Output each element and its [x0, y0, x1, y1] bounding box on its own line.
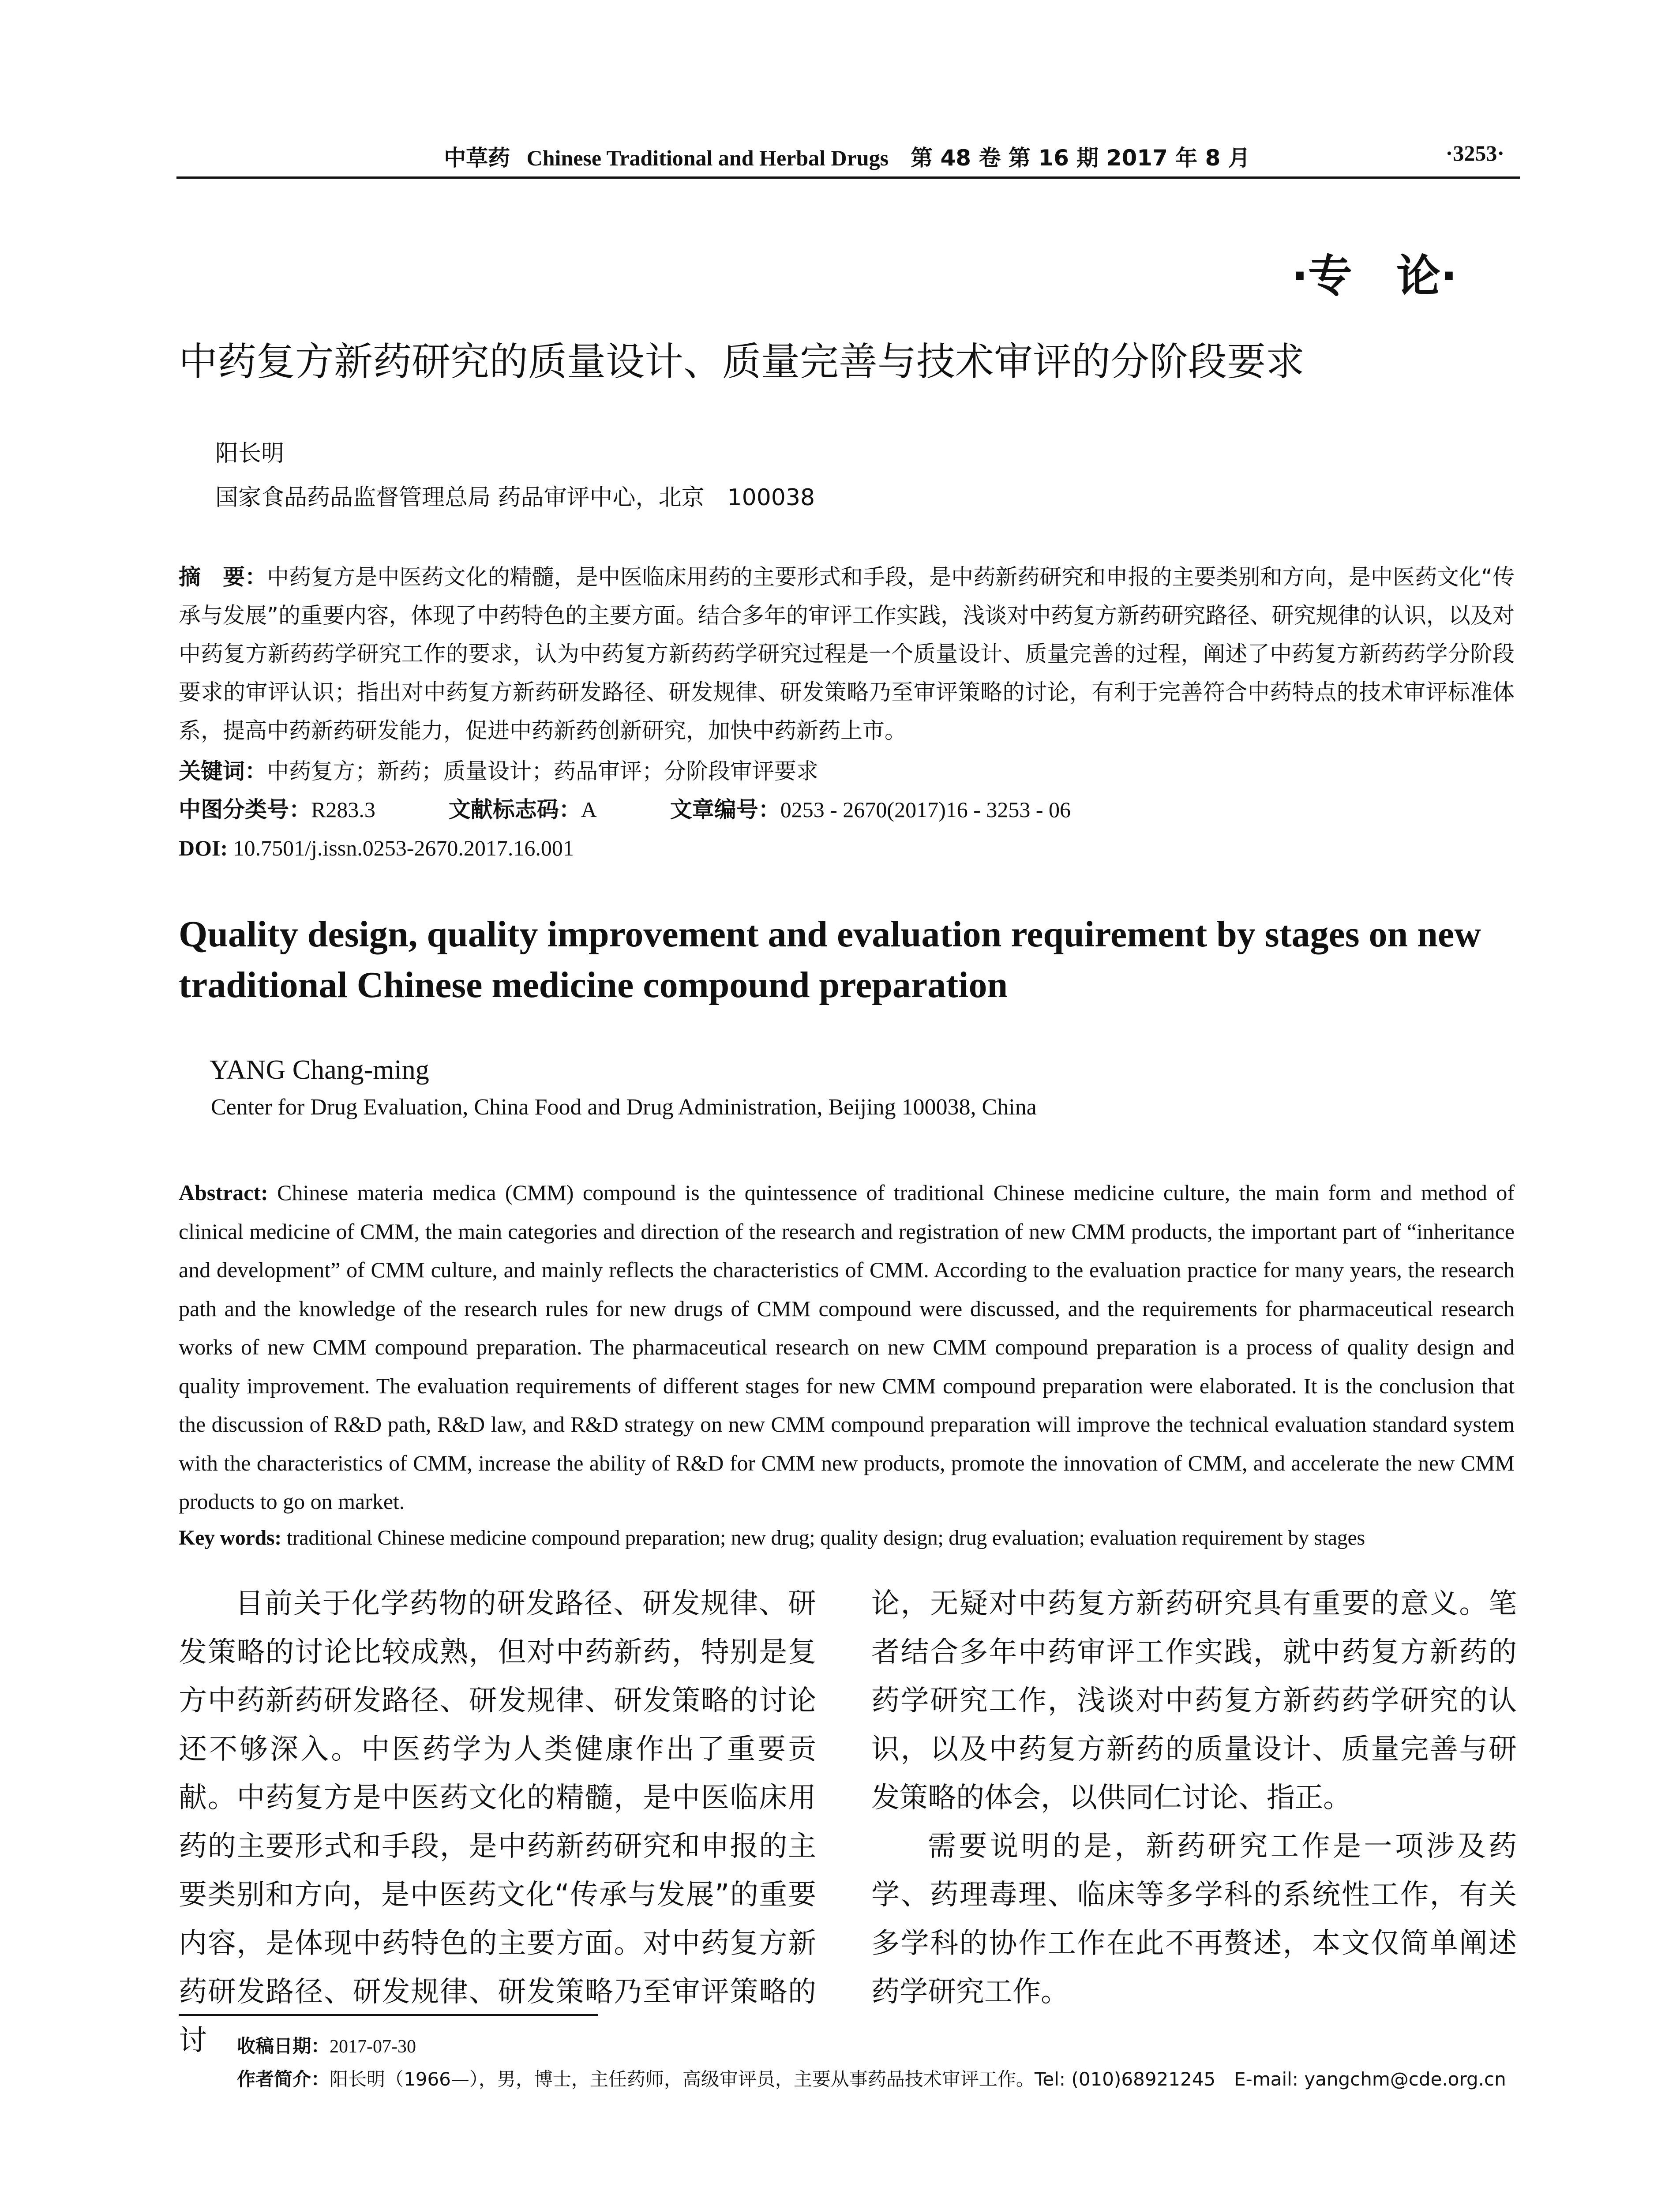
abstract-en [179, 1174, 1515, 1521]
abstract-cn-text: 中药复方是中医药文化的精髓，是中医临床用药的主要形式和手段，是中药新药研究和申报的主要类别和方向，是中医药文化“传承与发展”的重要内容，体现了中药特色的主要方面。结合多年的审评工作实践，浅谈对中药复方新药研究路径、研究规律的认识，以及对中药复方新药药学研究工作的要求，认为中药复方新药药学研究过程是一个质量设计、质量完善的过程，阐述了中药复方新药药学分阶段要求的审评认识；指出对中药复方新药研发路径、研发规律、研发策略乃至审评策略的讨论，有利于完善符合中药特点的技术审评标准体系，提高中药新药研发能力，促进中药新药创新研究，加快中药新药上市。 [179, 564, 1515, 743]
author-en: YANG Chang-ming [210, 1055, 429, 1085]
affiliation-en: Center for Drug Evaluation, China Food and Drug Administration, Beijing 100038, China [211, 1095, 1037, 1120]
received-date: 2017-07-30 [330, 2037, 416, 2057]
keywords-cn-label: 关键词： [179, 758, 267, 784]
keywords-cn-text: 中药复方；新药；质量设计；药品审评；分阶段审评要求 [267, 758, 818, 784]
body-right-column [871, 1579, 1517, 2016]
clc-value: R283.3 [311, 797, 375, 822]
doi-value[interactable]: 10.7501/j.issn.0253-2670.2017.16.001 [233, 836, 574, 860]
keywords-en-text: traditional Chinese medicine compound preparation; new drug; quality design; drug evaluation; evaluation requirement by stages [286, 1526, 1365, 1549]
body-left-column [179, 1579, 816, 2065]
column-label: ·专 论· [1291, 250, 1457, 302]
running-header [176, 140, 1518, 176]
bio-text: 阳长明（1966—），男，博士，主任药师，高级审评员，主要从事药品技术审评工作。Tel: (010)68921245 E-mail: yangchm@cde.org.cn [330, 2068, 1506, 2090]
journal-info [176, 140, 1518, 172]
footnote-author-bio [237, 2065, 1506, 2091]
article-id-value: 0253 - 2670(2017)16 - 3253 - 06 [780, 797, 1071, 822]
journal-name-cn: 中草药 [444, 145, 510, 171]
doc-code-value: A [581, 797, 597, 822]
keywords-en [179, 1519, 1520, 1557]
abstract-cn-label: 摘 要： [179, 564, 267, 590]
keywords-cn [179, 752, 1515, 791]
body-paragraph: 论，无疑对中药复方新药研究具有重要的意义。笔者结合多年中药审评工作实践，就中药复方新药的药学研究工作，浅谈对中药复方新药药学研究的认识，以及中药复方新药的质量设计、质量完善与研发策略的体会，以供同仁讨论、指正。 [871, 1587, 1517, 1814]
footnote-received [237, 2032, 416, 2058]
doi-line [179, 829, 574, 867]
header-rule [176, 176, 1520, 179]
doc-code-label: 文献标志码： [448, 797, 581, 822]
page-number: ·3253· [1445, 141, 1504, 165]
journal-issue: 第 48 卷 第 16 期 2017 年 8 月 [911, 145, 1250, 171]
journal-name-en: Chinese Traditional and Herbal Drugs [526, 146, 889, 170]
received-label: 收稿日期： [237, 2035, 330, 2057]
title-en: Quality design, quality improvement and evaluation requirement by stages on new traditional Chinese medicine compound preparation [179, 914, 1481, 1005]
article-id-label: 文章编号： [670, 797, 780, 822]
abstract-cn [179, 558, 1515, 750]
doi-label: DOI: [179, 836, 228, 860]
body-paragraph: 目前关于化学药物的研发路径、研发规律、研发策略的讨论比较成熟，但对中药新药，特别是复方中药新药研发路径、研发规律、研发策略的讨论还不够深入。中医药学为人类健康作出了重要贡献。中药复方是中医药文化的精髓，是中医临床用药的主要形式和手段，是中药新药研究和申报的主要类别和方向，是中医药文化“传承与发展”的重要内容，是体现中药特色的主要方面。对中药复方新药研发路径、研发规律、研发策略乃至审评策略的讨 [179, 1587, 816, 2057]
classification-line [179, 791, 1515, 829]
abstract-en-text: Chinese materia medica (CMM) compound is the quintessence of traditional Chinese medicine culture, the main form and method of clinical medicine of CMM, the main categories and direction of the research and registration of new CMM products, the important part of “inheritance and development” of CMM culture, and mainly reflects the characteristics of CMM. According to the evaluation practice for many years, the research path and the knowledge of the research rules for new drugs of CMM compound were discussed, and the requirements for pharmaceutical research works of new CMM compound preparation. The pharmaceutical research on new CMM compound preparation is a process of quality design and quality improvement. The evaluation requirements of different stages for new CMM compound preparation were elaborated. It is the conclusion that the discussion of R&D path, R&D law, and R&D strategy on new CMM compound preparation will improve the technical evaluation standard system with the characteristics of CMM, increase the ability of R&D for CMM new products, promote the innovation of CMM, and accelerate the new CMM products to go on market. [179, 1180, 1515, 1514]
keywords-en-label: Key words: [179, 1526, 281, 1549]
affiliation-cn: 国家食品药品监督管理总局 药品审评中心，北京 100038 [215, 484, 815, 511]
author-cn: 阳长明 [215, 440, 285, 467]
footnote-rule [179, 2014, 598, 2016]
clc-label: 中图分类号： [179, 797, 311, 822]
body-paragraph: 需要说明的是，新药研究工作是一项涉及药学、药理毒理、临床等多学科的系统性工作，有关多学科的协作工作在此不再赘述，本文仅简单阐述药学研究工作。 [871, 1830, 1517, 2008]
title-cn: 中药复方新药研究的质量设计、质量完善与技术审评的分阶段要求 [179, 339, 1305, 384]
abstract-en-label: Abstract: [179, 1180, 268, 1205]
bio-label: 作者简介： [237, 2068, 330, 2090]
